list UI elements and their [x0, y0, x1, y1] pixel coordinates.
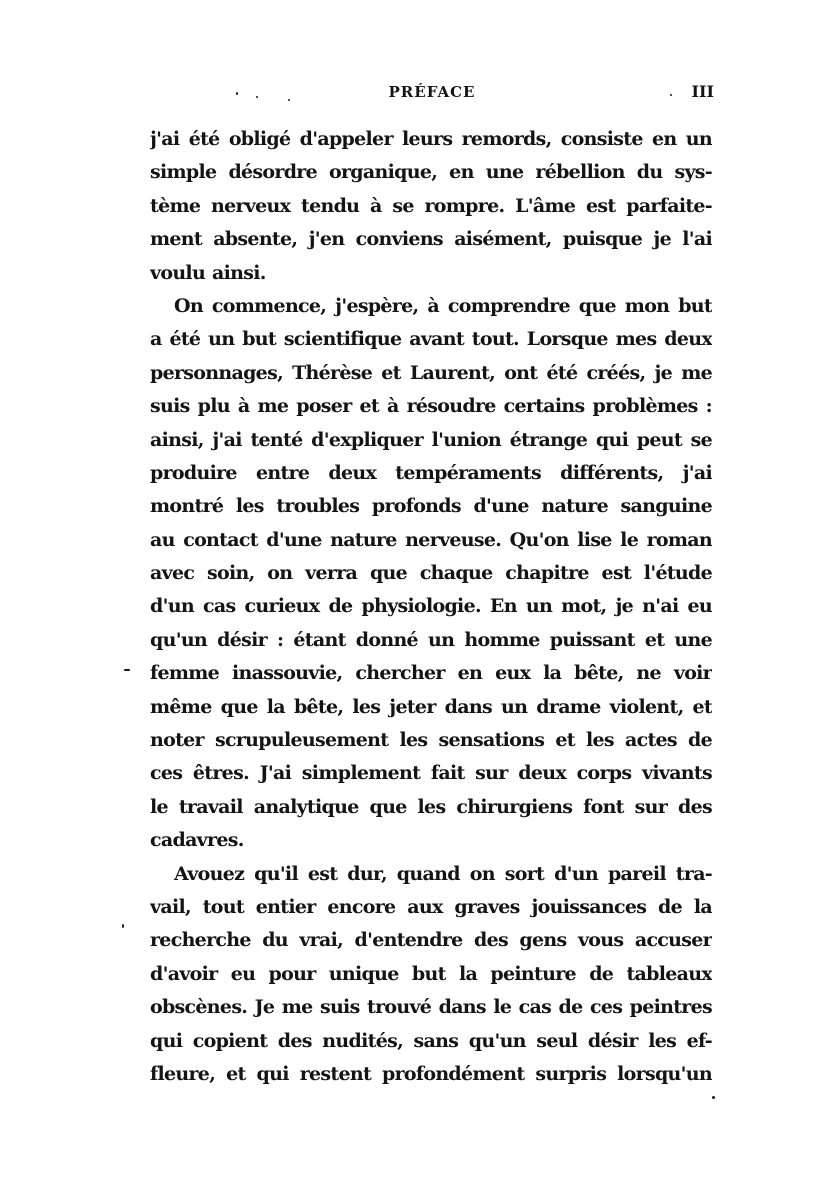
- scan-speck: [670, 94, 672, 96]
- text-line: d'un cas curieux de physiologie. En un mot, je n'ai eu: [150, 595, 712, 618]
- text-line: vail, tout entier encore aux graves jouissances de la: [150, 895, 712, 918]
- text-line: même que la bête, les jeter dans un drame violent, et: [150, 695, 712, 718]
- text-line: qu'un désir : étant donné un homme puissant et une: [150, 628, 712, 651]
- paragraph-start-line: On commence, j'espère, à comprendre que mon but: [174, 294, 712, 317]
- paragraph-start-line: Avouez qu'il est dur, quand on sort d'un pareil tra-: [174, 862, 712, 885]
- scan-speck: [124, 669, 130, 671]
- text-line: noter scrupuleusement les sensations et les actes de: [150, 729, 712, 752]
- scan-speck: [712, 1096, 715, 1099]
- text-line: a été un but scientifique avant tout. Lorsque mes deux: [150, 328, 712, 351]
- scan-speck: [256, 96, 258, 98]
- running-title: PRÉFACE: [388, 83, 476, 101]
- scan-speck: [122, 924, 124, 928]
- text-line: au contact d'une nature nerveuse. Qu'on lise le roman: [150, 528, 712, 551]
- text-line: montré les troubles profonds d'une nature sanguine: [150, 495, 712, 518]
- text-line: qui copient des nudités, sans qu'un seul désir les ef-: [150, 1029, 712, 1052]
- text-line: ainsi, j'ai tenté d'expliquer l'union étrange qui peut se: [150, 428, 712, 451]
- text-line: d'avoir eu pour unique but la peinture de tableaux: [150, 962, 712, 985]
- text-line: tème nerveux tendu à se rompre. L'âme est parfaite-: [150, 194, 712, 217]
- text-line: ces êtres. J'ai simplement fait sur deux corps vivants: [150, 762, 712, 785]
- text-line: voulu ainsi.: [150, 261, 266, 284]
- running-head: [150, 80, 714, 104]
- text-line: cadavres.: [150, 829, 244, 852]
- text-line: le travail analytique que les chirurgiens font sur des: [150, 795, 712, 818]
- text-line: j'ai été obligé d'appeler leurs remords, consiste en un: [150, 128, 712, 150]
- text-line: simple désordre organique, en une rébellion du sys-: [150, 161, 712, 184]
- text-line: produire entre deux tempéraments différents, j'ai: [150, 461, 712, 484]
- text-line: suis plu à me poser et à résoudre certains problèmes :: [150, 395, 712, 418]
- text-line: avec soin, on verra que chaque chapitre est l'étude: [150, 562, 712, 585]
- text-line: femme inassouvie, chercher en eux la bête, ne voir: [150, 662, 712, 685]
- text-line: obscènes. Je me suis trouvé dans le cas de ces peintres: [150, 996, 712, 1019]
- scan-speck: [236, 92, 238, 95]
- scan-speck: [288, 99, 290, 101]
- text-line: fleure, et qui restent profondément surpris lorsqu'un: [150, 1062, 712, 1085]
- page-number: III: [691, 82, 714, 101]
- body-text: [150, 123, 712, 1091]
- text-line: personnages, Thérèse et Laurent, ont été créés, je me: [150, 361, 712, 384]
- text-line: recherche du vrai, d'entendre des gens vous accuser: [150, 929, 712, 952]
- text-line: ment absente, j'en conviens aisément, puisque je l'ai: [150, 228, 712, 251]
